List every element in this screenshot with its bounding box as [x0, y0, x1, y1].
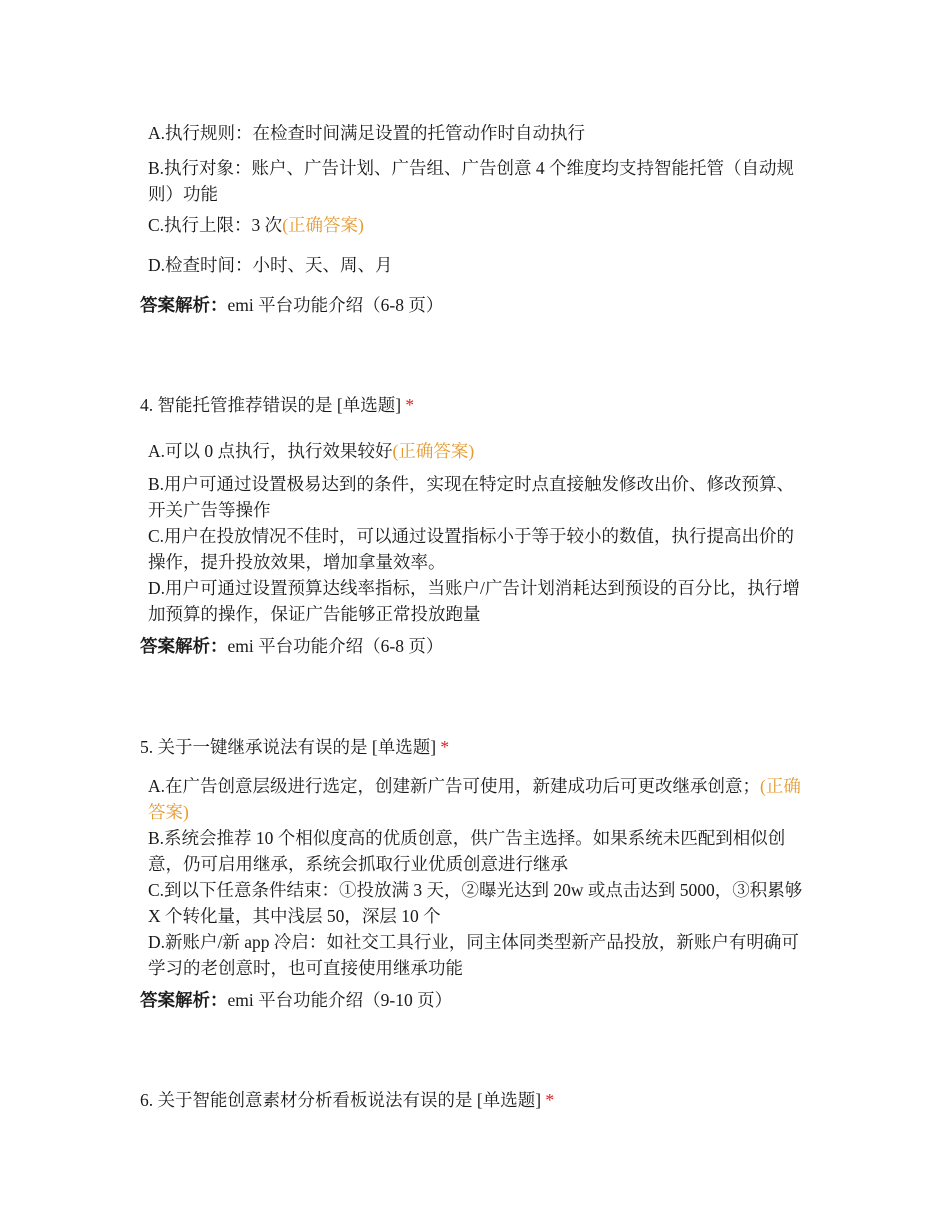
correct-answer-label: (正确答案)	[392, 441, 475, 461]
option-text: B.用户可通过设置极易达到的条件，实现在特定时点直接触发修改出价、修改预算、开关广告等操作	[148, 474, 795, 520]
q4-option-a[interactable]	[148, 438, 808, 464]
option-text: D.检查时间：小时、天、周、月	[148, 255, 393, 275]
analysis-label: 答案解析：	[140, 295, 228, 315]
option-text: C.用户在投放情况不佳时，可以通过设置指标小于等于较小的数值，执行提高出价的操作，提升投放效果，增加拿量效率。	[148, 526, 795, 572]
analysis-label: 答案解析：	[140, 636, 228, 656]
required-star: *	[405, 395, 415, 415]
q5-option-b[interactable]	[148, 825, 808, 877]
option-text: A.可以 0 点执行，执行效果较好	[148, 441, 393, 461]
q4-option-b[interactable]	[148, 471, 808, 523]
q3-option-b[interactable]	[148, 155, 808, 207]
analysis-label: 答案解析：	[140, 990, 228, 1010]
q5-option-c[interactable]	[148, 877, 808, 929]
analysis-text: emi 平台功能介绍（6-8 页）	[227, 295, 444, 315]
q6-title	[140, 1087, 554, 1113]
q5-title	[140, 734, 449, 760]
q5-answer-analysis	[140, 987, 452, 1013]
option-text: D.用户可通过设置预算达线率指标，当账户/广告计划消耗达到预设的百分比，执行增加预算的操作，保证广告能够正常投放跑量	[148, 578, 800, 624]
option-text: B.系统会推荐 10 个相似度高的优质创意，供广告主选择。如果系统未匹配到相似创意，仍可启用继承，系统会抓取行业优质创意进行继承	[148, 828, 786, 874]
required-star: *	[545, 1090, 555, 1110]
question-text: 4. 智能托管推荐错误的是 [单选题]	[140, 395, 406, 415]
required-star: *	[440, 737, 450, 757]
option-text: B.执行对象：账户、广告计划、广告组、广告创意 4 个维度均支持智能托管（自动规则）功能	[148, 158, 795, 204]
option-text: C.执行上限：3 次	[148, 215, 283, 235]
q5-option-d[interactable]	[148, 929, 808, 981]
q4-title	[140, 392, 414, 418]
correct-answer-label: (正确答案)	[282, 215, 364, 235]
option-text: C.到以下任意条件结束：①投放满 3 天，②曝光达到 20w 或点击达到 5000，③积累够 X 个转化量，其中浅层 50，深层 10 个	[148, 880, 803, 926]
option-text: A.执行规则：在检查时间满足设置的托管动作时自动执行	[148, 123, 586, 143]
question-text: 6. 关于智能创意素材分析看板说法有误的是 [单选题]	[140, 1090, 546, 1110]
q3-option-c[interactable]	[148, 212, 808, 238]
option-text: A.在广告创意层级进行选定，创建新广告可使用，新建成功后可更改继承创意；	[148, 776, 761, 796]
q3-option-a[interactable]	[148, 120, 808, 146]
q3-answer-analysis	[140, 292, 443, 318]
q4-option-d[interactable]	[148, 575, 808, 627]
q5-option-a[interactable]	[148, 773, 808, 825]
question-text: 5. 关于一键继承说法有误的是 [单选题]	[140, 737, 441, 757]
q4-option-c[interactable]	[148, 523, 808, 575]
correct-answer-label: (正确答案)	[148, 776, 801, 822]
analysis-text: emi 平台功能介绍（6-8 页）	[227, 636, 444, 656]
q4-answer-analysis	[140, 633, 443, 659]
analysis-text: emi 平台功能介绍（9-10 页）	[227, 990, 453, 1010]
q3-option-d[interactable]	[148, 252, 808, 278]
option-text: D.新账户/新 app 冷启：如社交工具行业，同主体同类型新产品投放，新账户有明确可学习的老创意时，也可直接使用继承功能	[148, 932, 799, 978]
